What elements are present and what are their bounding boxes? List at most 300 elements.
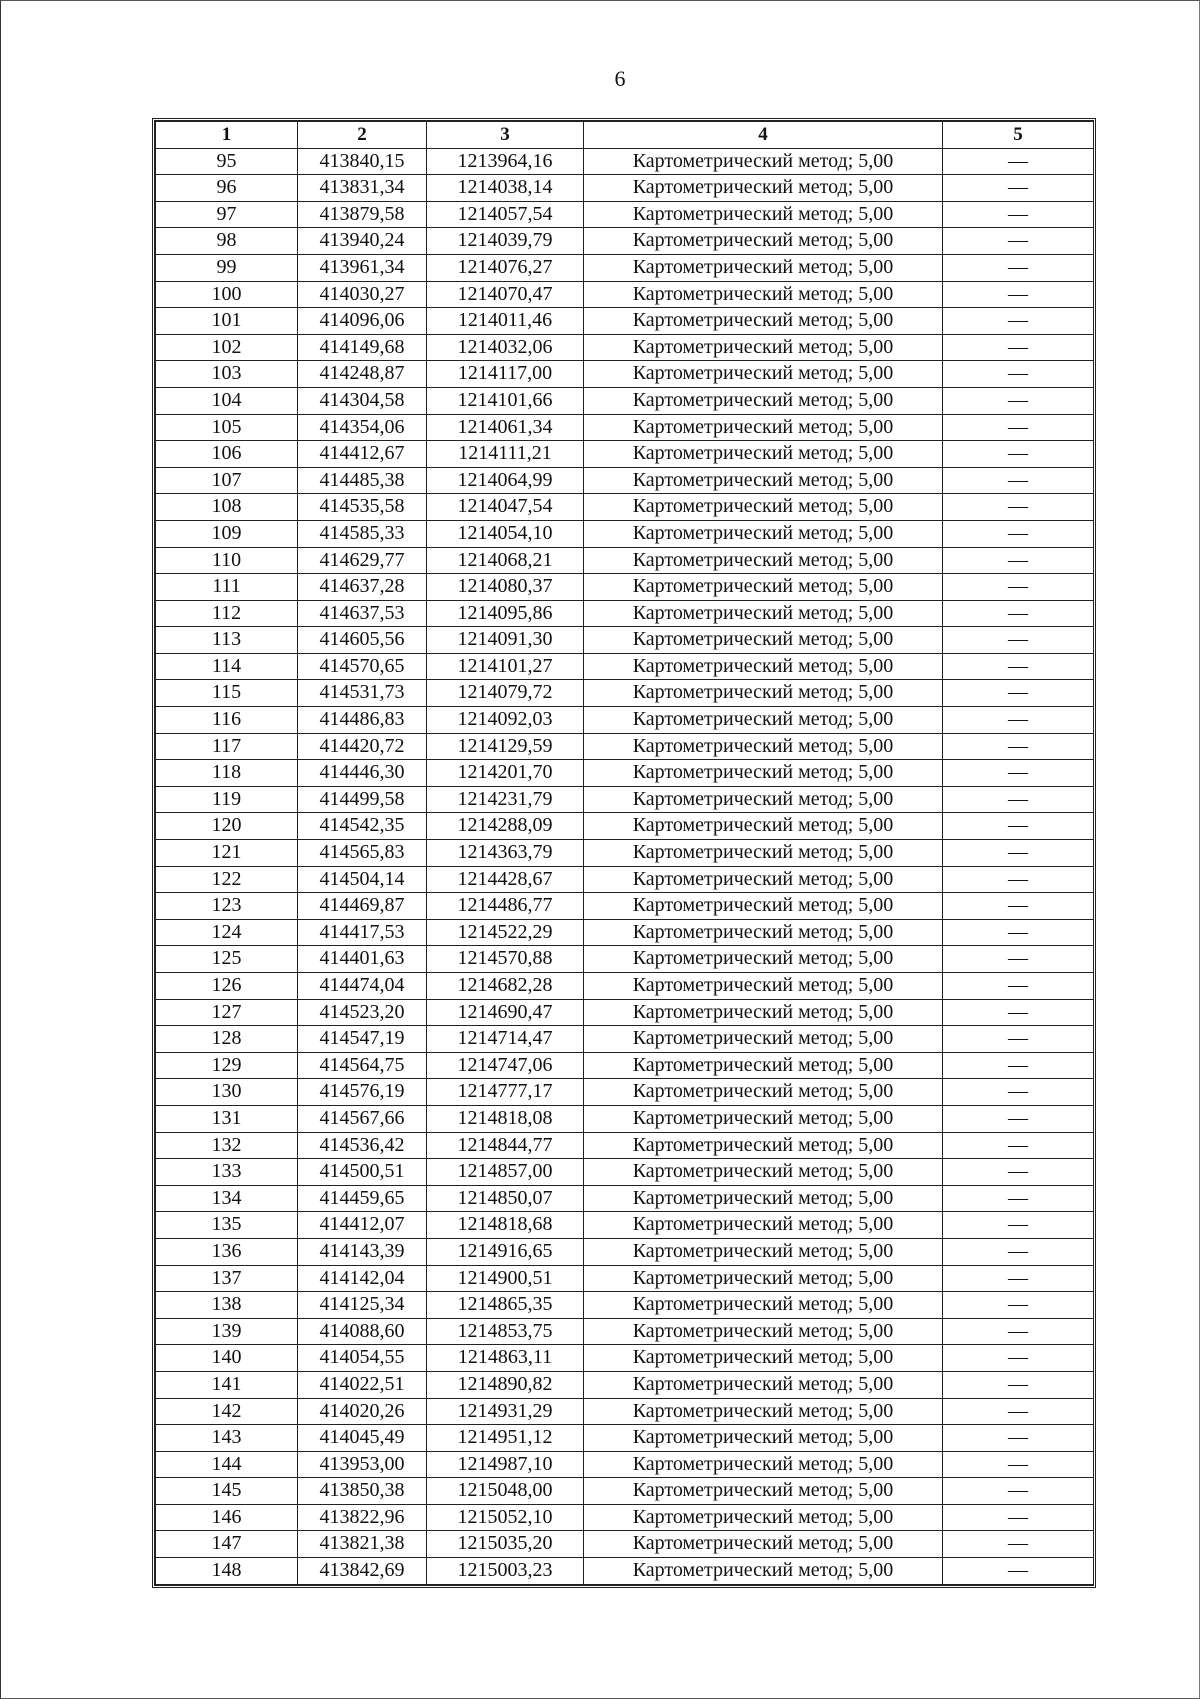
y-coordinate-cell: 1214850,07 xyxy=(427,1185,584,1212)
x-coordinate-cell: 414585,33 xyxy=(298,520,427,547)
point-number-cell: 142 xyxy=(156,1398,298,1425)
y-coordinate-cell: 1214522,29 xyxy=(427,919,584,946)
point-number-cell: 99 xyxy=(156,254,298,281)
y-coordinate-cell: 1214111,21 xyxy=(427,441,584,468)
y-coordinate-cell: 1214117,00 xyxy=(427,361,584,388)
method-cell: Картометрический метод; 5,00 xyxy=(584,733,943,760)
point-number-cell: 114 xyxy=(156,653,298,680)
y-coordinate-cell: 1215035,20 xyxy=(427,1531,584,1558)
x-coordinate-cell: 414142,04 xyxy=(298,1265,427,1292)
table-row xyxy=(156,866,1094,893)
note-cell: — xyxy=(943,680,1094,707)
method-cell: Картометрический метод; 5,00 xyxy=(584,840,943,867)
y-coordinate-cell: 1215048,00 xyxy=(427,1478,584,1505)
method-cell: Картометрический метод; 5,00 xyxy=(584,893,943,920)
method-cell: Картометрический метод; 5,00 xyxy=(584,627,943,654)
method-cell: Картометрический метод; 5,00 xyxy=(584,1212,943,1239)
table-row xyxy=(156,175,1094,202)
y-coordinate-cell: 1214064,99 xyxy=(427,467,584,494)
point-number-cell: 141 xyxy=(156,1371,298,1398)
table-row xyxy=(156,1079,1094,1106)
x-coordinate-cell: 414565,83 xyxy=(298,840,427,867)
point-number-cell: 138 xyxy=(156,1292,298,1319)
method-cell: Картометрический метод; 5,00 xyxy=(584,175,943,202)
point-number-cell: 120 xyxy=(156,813,298,840)
x-coordinate-cell: 414420,72 xyxy=(298,733,427,760)
x-coordinate-cell: 414020,26 xyxy=(298,1398,427,1425)
note-cell: — xyxy=(943,574,1094,601)
method-cell: Картометрический метод; 5,00 xyxy=(584,254,943,281)
x-coordinate-cell: 413940,24 xyxy=(298,228,427,255)
method-cell: Картометрический метод; 5,00 xyxy=(584,1185,943,1212)
point-number-cell: 110 xyxy=(156,547,298,574)
method-cell: Картометрический метод; 5,00 xyxy=(584,574,943,601)
note-cell: — xyxy=(943,1371,1094,1398)
point-number-cell: 113 xyxy=(156,627,298,654)
note-cell: — xyxy=(943,281,1094,308)
method-cell: Картометрический метод; 5,00 xyxy=(584,786,943,813)
note-cell: — xyxy=(943,1425,1094,1452)
table-row xyxy=(156,1292,1094,1319)
table-row xyxy=(156,760,1094,787)
table-row xyxy=(156,574,1094,601)
note-cell: — xyxy=(943,1345,1094,1372)
note-cell: — xyxy=(943,201,1094,228)
y-coordinate-cell: 1214095,86 xyxy=(427,600,584,627)
x-coordinate-cell: 414485,38 xyxy=(298,467,427,494)
point-number-cell: 139 xyxy=(156,1318,298,1345)
note-cell: — xyxy=(943,228,1094,255)
y-coordinate-cell: 1214363,79 xyxy=(427,840,584,867)
table-row xyxy=(156,840,1094,867)
table-row xyxy=(156,1105,1094,1132)
note-cell: — xyxy=(943,866,1094,893)
note-cell: — xyxy=(943,1132,1094,1159)
method-cell: Картометрический метод; 5,00 xyxy=(584,494,943,521)
point-number-cell: 131 xyxy=(156,1105,298,1132)
point-number-cell: 117 xyxy=(156,733,298,760)
x-coordinate-cell: 414412,67 xyxy=(298,441,427,468)
table-row xyxy=(156,1478,1094,1505)
note-cell: — xyxy=(943,919,1094,946)
note-cell: — xyxy=(943,600,1094,627)
point-number-cell: 132 xyxy=(156,1132,298,1159)
y-coordinate-cell: 1214076,27 xyxy=(427,254,584,281)
method-cell: Картометрический метод; 5,00 xyxy=(584,999,943,1026)
table-row xyxy=(156,1531,1094,1558)
table-row xyxy=(156,441,1094,468)
y-coordinate-cell: 1214714,47 xyxy=(427,1026,584,1053)
x-coordinate-cell: 414149,68 xyxy=(298,334,427,361)
x-coordinate-cell: 414564,75 xyxy=(298,1052,427,1079)
method-cell: Картометрический метод; 5,00 xyxy=(584,866,943,893)
table-row xyxy=(156,893,1094,920)
method-cell: Картометрический метод; 5,00 xyxy=(584,1079,943,1106)
point-number-cell: 133 xyxy=(156,1159,298,1186)
point-number-cell: 112 xyxy=(156,600,298,627)
x-coordinate-cell: 414535,58 xyxy=(298,494,427,521)
method-cell: Картометрический метод; 5,00 xyxy=(584,1026,943,1053)
note-cell: — xyxy=(943,520,1094,547)
method-cell: Картометрический метод; 5,00 xyxy=(584,441,943,468)
point-number-cell: 98 xyxy=(156,228,298,255)
x-coordinate-cell: 414499,58 xyxy=(298,786,427,813)
method-cell: Картометрический метод; 5,00 xyxy=(584,813,943,840)
note-cell: — xyxy=(943,1052,1094,1079)
table-row xyxy=(156,1159,1094,1186)
table-row xyxy=(156,281,1094,308)
table-row xyxy=(156,1504,1094,1531)
point-number-cell: 121 xyxy=(156,840,298,867)
header-col-3: 3 xyxy=(427,122,584,149)
header-col-2: 2 xyxy=(298,122,427,149)
method-cell: Картометрический метод; 5,00 xyxy=(584,1345,943,1372)
method-cell: Картометрический метод; 5,00 xyxy=(584,1504,943,1531)
point-number-cell: 119 xyxy=(156,786,298,813)
table-header-row xyxy=(156,122,1094,149)
x-coordinate-cell: 414469,87 xyxy=(298,893,427,920)
note-cell: — xyxy=(943,308,1094,335)
x-coordinate-cell: 414605,56 xyxy=(298,627,427,654)
x-coordinate-cell: 414536,42 xyxy=(298,1132,427,1159)
note-cell: — xyxy=(943,1478,1094,1505)
point-number-cell: 115 xyxy=(156,680,298,707)
header-col-4: 4 xyxy=(584,122,943,149)
x-coordinate-cell: 414304,58 xyxy=(298,387,427,414)
y-coordinate-cell: 1214951,12 xyxy=(427,1425,584,1452)
table-row xyxy=(156,1398,1094,1425)
table-row xyxy=(156,1451,1094,1478)
note-cell: — xyxy=(943,1105,1094,1132)
table-row xyxy=(156,148,1094,175)
method-cell: Картометрический метод; 5,00 xyxy=(584,1398,943,1425)
table-row xyxy=(156,1265,1094,1292)
method-cell: Картометрический метод; 5,00 xyxy=(584,600,943,627)
table-row xyxy=(156,733,1094,760)
note-cell: — xyxy=(943,973,1094,1000)
header-col-5: 5 xyxy=(943,122,1094,149)
note-cell: — xyxy=(943,1398,1094,1425)
point-number-cell: 134 xyxy=(156,1185,298,1212)
y-coordinate-cell: 1214818,68 xyxy=(427,1212,584,1239)
y-coordinate-cell: 1214916,65 xyxy=(427,1238,584,1265)
table-row xyxy=(156,1318,1094,1345)
y-coordinate-cell: 1214570,88 xyxy=(427,946,584,973)
x-coordinate-cell: 414088,60 xyxy=(298,1318,427,1345)
x-coordinate-cell: 413821,38 xyxy=(298,1531,427,1558)
y-coordinate-cell: 1214890,82 xyxy=(427,1371,584,1398)
x-coordinate-cell: 414096,06 xyxy=(298,308,427,335)
x-coordinate-cell: 414446,30 xyxy=(298,760,427,787)
x-coordinate-cell: 414504,14 xyxy=(298,866,427,893)
table-row xyxy=(156,680,1094,707)
y-coordinate-cell: 1214288,09 xyxy=(427,813,584,840)
point-number-cell: 136 xyxy=(156,1238,298,1265)
table-row xyxy=(156,813,1094,840)
table-row xyxy=(156,1425,1094,1452)
point-number-cell: 111 xyxy=(156,574,298,601)
x-coordinate-cell: 413961,34 xyxy=(298,254,427,281)
coordinates-table xyxy=(155,121,1094,1585)
y-coordinate-cell: 1214080,37 xyxy=(427,574,584,601)
point-number-cell: 146 xyxy=(156,1504,298,1531)
y-coordinate-cell: 1214061,34 xyxy=(427,414,584,441)
x-coordinate-cell: 414570,65 xyxy=(298,653,427,680)
method-cell: Картометрический метод; 5,00 xyxy=(584,707,943,734)
x-coordinate-cell: 414500,51 xyxy=(298,1159,427,1186)
point-number-cell: 108 xyxy=(156,494,298,521)
y-coordinate-cell: 1214129,59 xyxy=(427,733,584,760)
table-row xyxy=(156,786,1094,813)
table-row xyxy=(156,919,1094,946)
point-number-cell: 107 xyxy=(156,467,298,494)
note-cell: — xyxy=(943,999,1094,1026)
y-coordinate-cell: 1215052,10 xyxy=(427,1504,584,1531)
point-number-cell: 100 xyxy=(156,281,298,308)
y-coordinate-cell: 1214092,03 xyxy=(427,707,584,734)
note-cell: — xyxy=(943,627,1094,654)
note-cell: — xyxy=(943,813,1094,840)
point-number-cell: 105 xyxy=(156,414,298,441)
note-cell: — xyxy=(943,1212,1094,1239)
point-number-cell: 116 xyxy=(156,707,298,734)
table-row xyxy=(156,1212,1094,1239)
point-number-cell: 123 xyxy=(156,893,298,920)
note-cell: — xyxy=(943,893,1094,920)
note-cell: — xyxy=(943,1026,1094,1053)
note-cell: — xyxy=(943,361,1094,388)
point-number-cell: 130 xyxy=(156,1079,298,1106)
x-coordinate-cell: 413953,00 xyxy=(298,1451,427,1478)
note-cell: — xyxy=(943,1265,1094,1292)
point-number-cell: 147 xyxy=(156,1531,298,1558)
table-row xyxy=(156,547,1094,574)
table-row xyxy=(156,201,1094,228)
x-coordinate-cell: 414054,55 xyxy=(298,1345,427,1372)
x-coordinate-cell: 414576,19 xyxy=(298,1079,427,1106)
note-cell: — xyxy=(943,786,1094,813)
method-cell: Картометрический метод; 5,00 xyxy=(584,1292,943,1319)
method-cell: Картометрический метод; 5,00 xyxy=(584,1159,943,1186)
point-number-cell: 143 xyxy=(156,1425,298,1452)
x-coordinate-cell: 414417,53 xyxy=(298,919,427,946)
method-cell: Картометрический метод; 5,00 xyxy=(584,547,943,574)
table-row xyxy=(156,414,1094,441)
note-cell: — xyxy=(943,760,1094,787)
point-number-cell: 140 xyxy=(156,1345,298,1372)
x-coordinate-cell: 414030,27 xyxy=(298,281,427,308)
method-cell: Картометрический метод; 5,00 xyxy=(584,1318,943,1345)
y-coordinate-cell: 1214070,47 xyxy=(427,281,584,308)
point-number-cell: 101 xyxy=(156,308,298,335)
note-cell: — xyxy=(943,175,1094,202)
x-coordinate-cell: 414459,65 xyxy=(298,1185,427,1212)
table-row xyxy=(156,334,1094,361)
coordinates-table-wrapper xyxy=(152,118,1096,1588)
method-cell: Картометрический метод; 5,00 xyxy=(584,201,943,228)
table-row xyxy=(156,1052,1094,1079)
note-cell: — xyxy=(943,467,1094,494)
x-coordinate-cell: 414412,07 xyxy=(298,1212,427,1239)
x-coordinate-cell: 413831,34 xyxy=(298,175,427,202)
method-cell: Картометрический метод; 5,00 xyxy=(584,1371,943,1398)
method-cell: Картометрический метод; 5,00 xyxy=(584,1531,943,1558)
method-cell: Картометрический метод; 5,00 xyxy=(584,680,943,707)
table-row xyxy=(156,1238,1094,1265)
note-cell: — xyxy=(943,387,1094,414)
x-coordinate-cell: 414401,63 xyxy=(298,946,427,973)
note-cell: — xyxy=(943,1238,1094,1265)
y-coordinate-cell: 1214690,47 xyxy=(427,999,584,1026)
x-coordinate-cell: 413850,38 xyxy=(298,1478,427,1505)
note-cell: — xyxy=(943,1531,1094,1558)
note-cell: — xyxy=(943,707,1094,734)
page-number: 6 xyxy=(614,66,626,91)
y-coordinate-cell: 1214039,79 xyxy=(427,228,584,255)
note-cell: — xyxy=(943,494,1094,521)
point-number-cell: 125 xyxy=(156,946,298,973)
table-row xyxy=(156,999,1094,1026)
point-number-cell: 137 xyxy=(156,1265,298,1292)
table-body xyxy=(156,148,1094,1584)
note-cell: — xyxy=(943,1159,1094,1186)
method-cell: Картометрический метод; 5,00 xyxy=(584,334,943,361)
x-coordinate-cell: 414542,35 xyxy=(298,813,427,840)
method-cell: Картометрический метод; 5,00 xyxy=(584,1478,943,1505)
method-cell: Картометрический метод; 5,00 xyxy=(584,281,943,308)
x-coordinate-cell: 414629,77 xyxy=(298,547,427,574)
y-coordinate-cell: 1214032,06 xyxy=(427,334,584,361)
method-cell: Картометрический метод; 5,00 xyxy=(584,414,943,441)
header-col-1: 1 xyxy=(156,122,298,149)
point-number-cell: 95 xyxy=(156,148,298,175)
note-cell: — xyxy=(943,733,1094,760)
table-row xyxy=(156,520,1094,547)
y-coordinate-cell: 1214844,77 xyxy=(427,1132,584,1159)
x-coordinate-cell: 414637,53 xyxy=(298,600,427,627)
note-cell: — xyxy=(943,1318,1094,1345)
point-number-cell: 129 xyxy=(156,1052,298,1079)
note-cell: — xyxy=(943,1185,1094,1212)
method-cell: Картометрический метод; 5,00 xyxy=(584,653,943,680)
table-row xyxy=(156,1185,1094,1212)
x-coordinate-cell: 414531,73 xyxy=(298,680,427,707)
table-row xyxy=(156,1026,1094,1053)
method-cell: Картометрический метод; 5,00 xyxy=(584,520,943,547)
point-number-cell: 124 xyxy=(156,919,298,946)
method-cell: Картометрический метод; 5,00 xyxy=(584,760,943,787)
table-row xyxy=(156,1371,1094,1398)
point-number-cell: 102 xyxy=(156,334,298,361)
point-number-cell: 148 xyxy=(156,1558,298,1585)
method-cell: Картометрический метод; 5,00 xyxy=(584,361,943,388)
y-coordinate-cell: 1214038,14 xyxy=(427,175,584,202)
y-coordinate-cell: 1214079,72 xyxy=(427,680,584,707)
table-row xyxy=(156,308,1094,335)
table-row xyxy=(156,228,1094,255)
point-number-cell: 104 xyxy=(156,387,298,414)
note-cell: — xyxy=(943,441,1094,468)
method-cell: Картометрический метод; 5,00 xyxy=(584,1451,943,1478)
y-coordinate-cell: 1214818,08 xyxy=(427,1105,584,1132)
method-cell: Картометрический метод; 5,00 xyxy=(584,308,943,335)
method-cell: Картометрический метод; 5,00 xyxy=(584,1558,943,1585)
x-coordinate-cell: 413840,15 xyxy=(298,148,427,175)
note-cell: — xyxy=(943,1451,1094,1478)
point-number-cell: 97 xyxy=(156,201,298,228)
table-row xyxy=(156,1132,1094,1159)
table-row xyxy=(156,946,1094,973)
y-coordinate-cell: 1214865,35 xyxy=(427,1292,584,1319)
y-coordinate-cell: 1214863,11 xyxy=(427,1345,584,1372)
y-coordinate-cell: 1214201,70 xyxy=(427,760,584,787)
x-coordinate-cell: 413879,58 xyxy=(298,201,427,228)
table-row xyxy=(156,467,1094,494)
method-cell: Картометрический метод; 5,00 xyxy=(584,1265,943,1292)
x-coordinate-cell: 414547,19 xyxy=(298,1026,427,1053)
y-coordinate-cell: 1214091,30 xyxy=(427,627,584,654)
table-row xyxy=(156,653,1094,680)
note-cell: — xyxy=(943,148,1094,175)
method-cell: Картометрический метод; 5,00 xyxy=(584,228,943,255)
x-coordinate-cell: 413822,96 xyxy=(298,1504,427,1531)
point-number-cell: 128 xyxy=(156,1026,298,1053)
point-number-cell: 135 xyxy=(156,1212,298,1239)
y-coordinate-cell: 1214101,27 xyxy=(427,653,584,680)
table-row xyxy=(156,973,1094,1000)
method-cell: Картометрический метод; 5,00 xyxy=(584,946,943,973)
y-coordinate-cell: 1214068,21 xyxy=(427,547,584,574)
table-row xyxy=(156,494,1094,521)
x-coordinate-cell: 414486,83 xyxy=(298,707,427,734)
y-coordinate-cell: 1214747,06 xyxy=(427,1052,584,1079)
note-cell: — xyxy=(943,653,1094,680)
y-coordinate-cell: 1214486,77 xyxy=(427,893,584,920)
y-coordinate-cell: 1215003,23 xyxy=(427,1558,584,1585)
point-number-cell: 126 xyxy=(156,973,298,1000)
y-coordinate-cell: 1214900,51 xyxy=(427,1265,584,1292)
point-number-cell: 118 xyxy=(156,760,298,787)
y-coordinate-cell: 1214101,66 xyxy=(427,387,584,414)
method-cell: Картометрический метод; 5,00 xyxy=(584,387,943,414)
y-coordinate-cell: 1214011,46 xyxy=(427,308,584,335)
note-cell: — xyxy=(943,1292,1094,1319)
point-number-cell: 106 xyxy=(156,441,298,468)
x-coordinate-cell: 414125,34 xyxy=(298,1292,427,1319)
x-coordinate-cell: 414143,39 xyxy=(298,1238,427,1265)
y-coordinate-cell: 1214931,29 xyxy=(427,1398,584,1425)
note-cell: — xyxy=(943,1079,1094,1106)
point-number-cell: 144 xyxy=(156,1451,298,1478)
method-cell: Картометрический метод; 5,00 xyxy=(584,1105,943,1132)
y-coordinate-cell: 1214057,54 xyxy=(427,201,584,228)
note-cell: — xyxy=(943,1504,1094,1531)
method-cell: Картометрический метод; 5,00 xyxy=(584,973,943,1000)
point-number-cell: 127 xyxy=(156,999,298,1026)
x-coordinate-cell: 414045,49 xyxy=(298,1425,427,1452)
table-row xyxy=(156,627,1094,654)
method-cell: Картометрический метод; 5,00 xyxy=(584,1132,943,1159)
point-number-cell: 96 xyxy=(156,175,298,202)
point-number-cell: 109 xyxy=(156,520,298,547)
x-coordinate-cell: 414637,28 xyxy=(298,574,427,601)
note-cell: — xyxy=(943,254,1094,281)
y-coordinate-cell: 1214682,28 xyxy=(427,973,584,1000)
table-row xyxy=(156,361,1094,388)
x-coordinate-cell: 414248,87 xyxy=(298,361,427,388)
method-cell: Картометрический метод; 5,00 xyxy=(584,1052,943,1079)
note-cell: — xyxy=(943,840,1094,867)
